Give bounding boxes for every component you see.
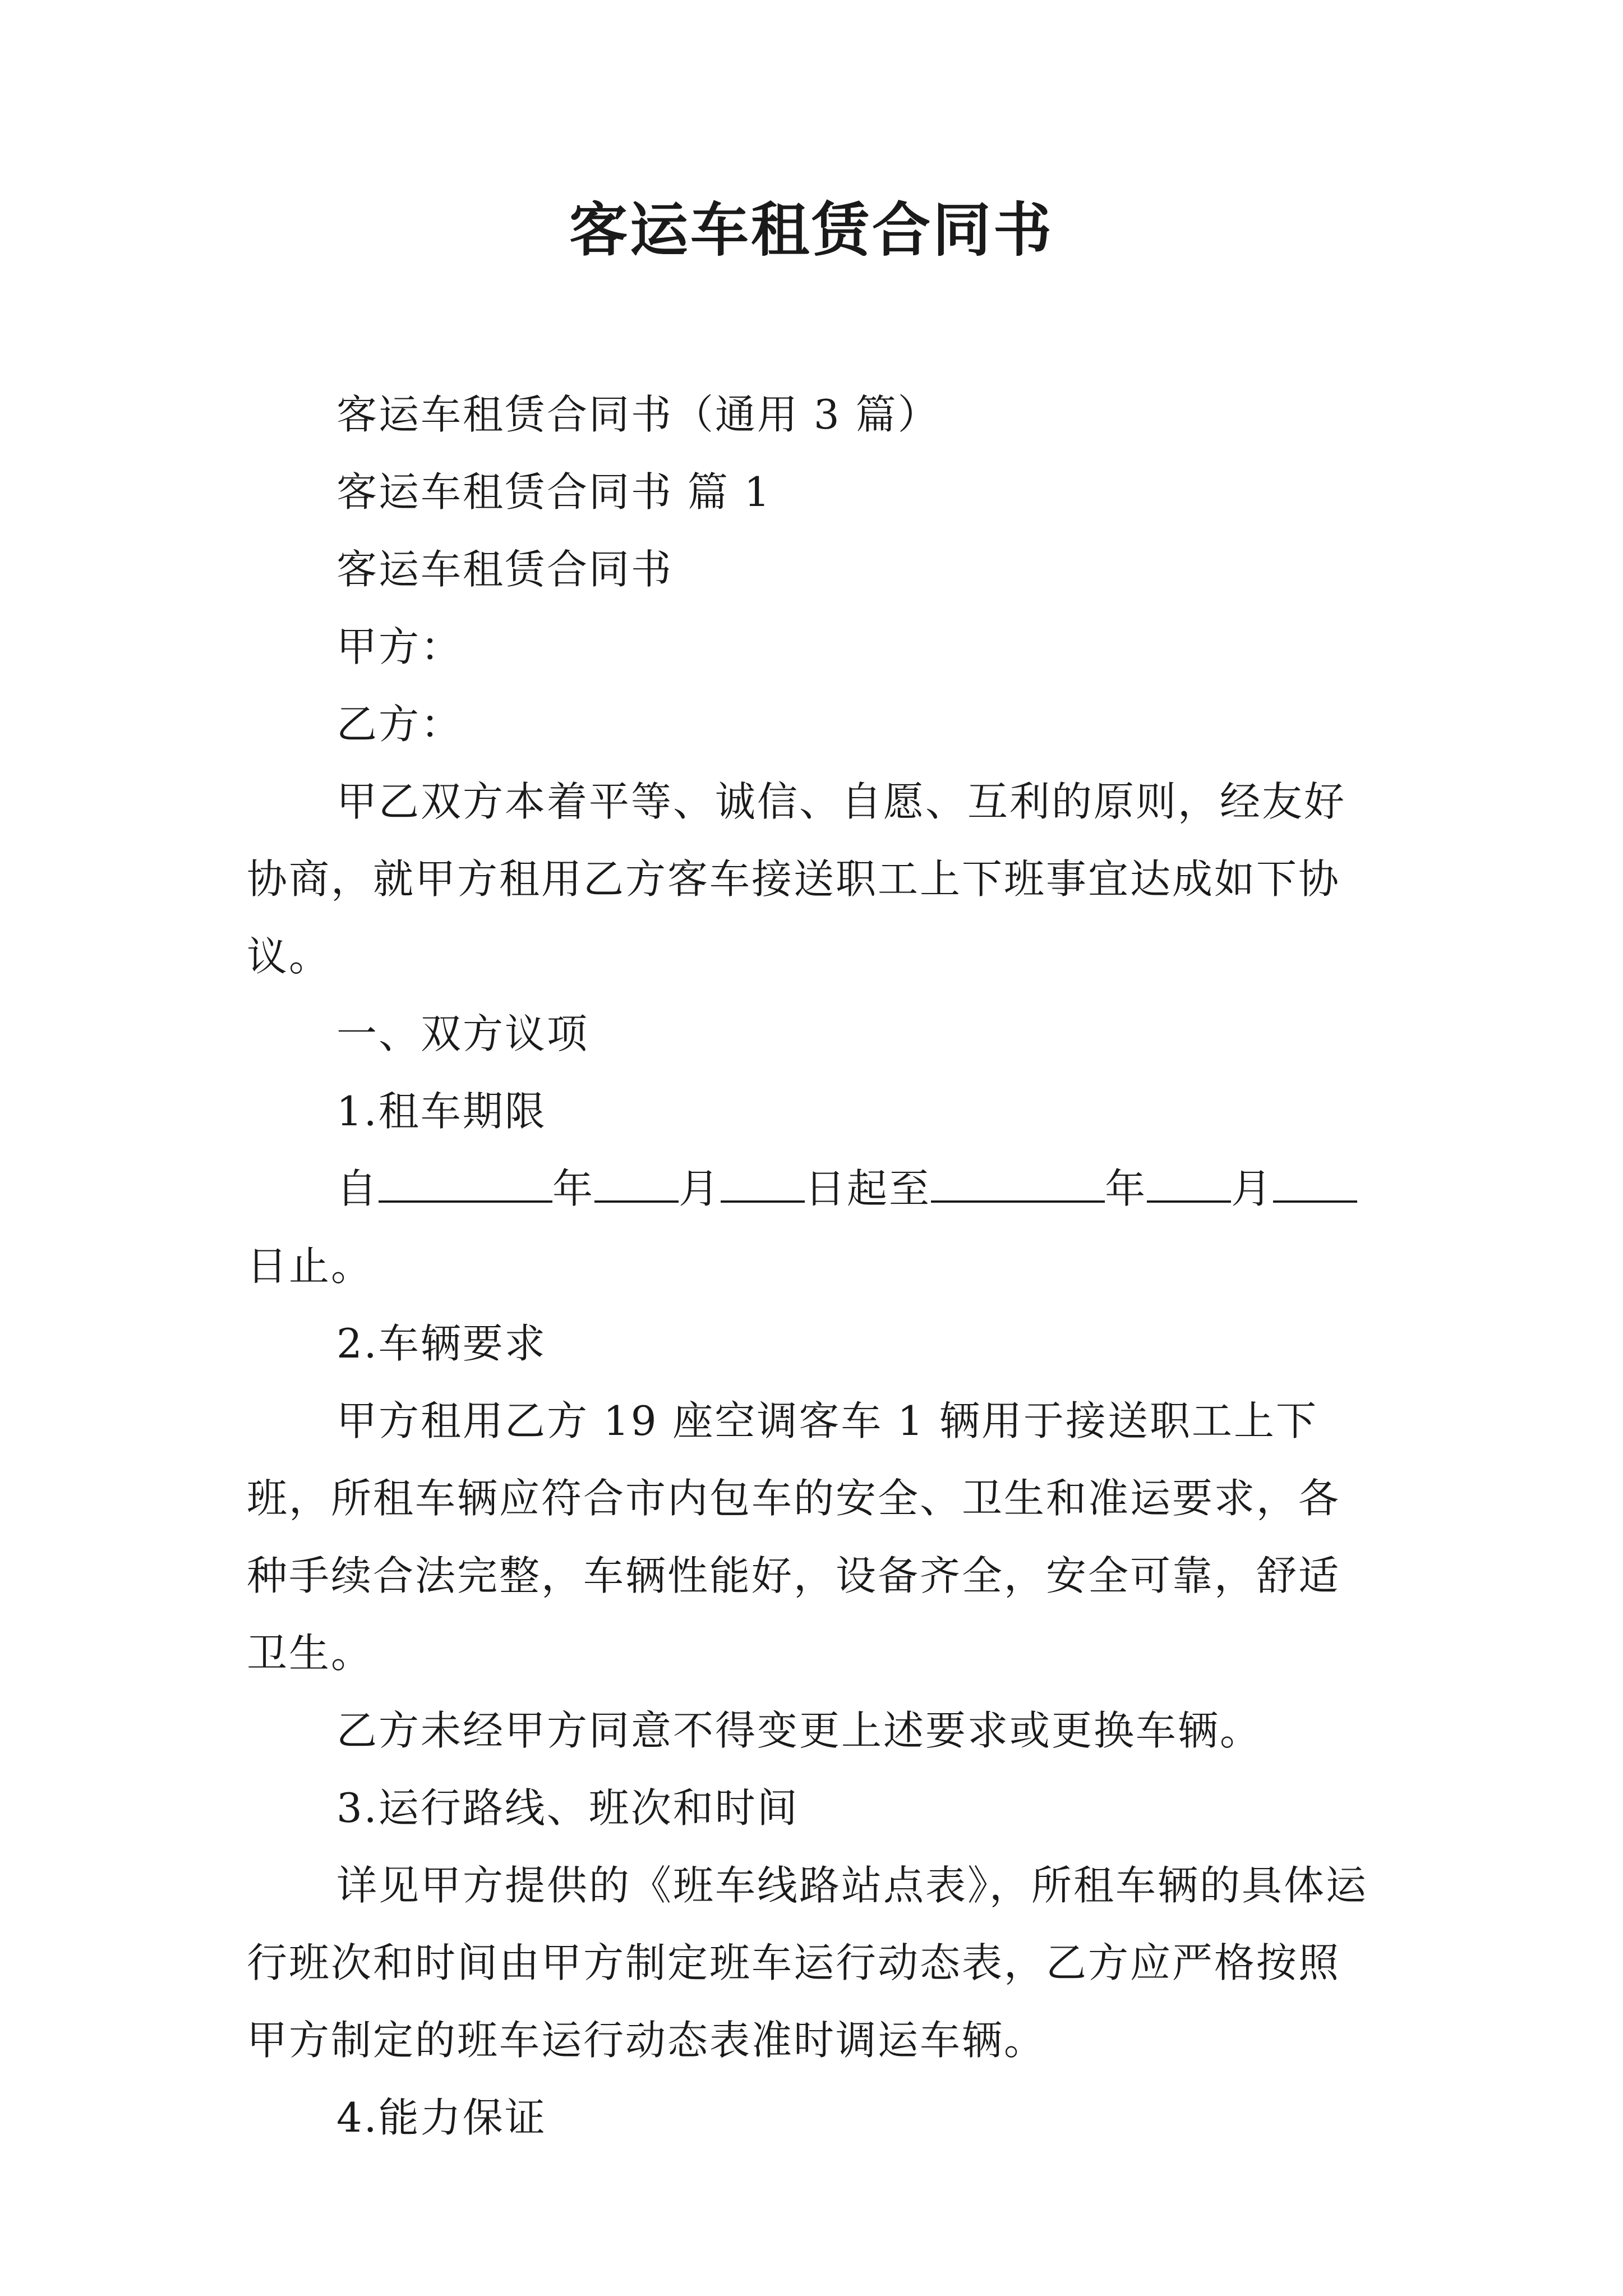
- blank-day-end: [1273, 1167, 1357, 1203]
- blank-year-start: [379, 1167, 552, 1203]
- paragraph-preamble: 甲乙双方本着平等、诚信、自愿、互利的原则，经友好协商，就甲方租用乙方客车接送职工上下班事宜达成如下协议。: [247, 778, 1347, 980]
- paragraph-contract-name: 客运车租赁合同书: [336, 546, 674, 593]
- blank-year-end: [931, 1167, 1105, 1203]
- paragraph-route-details: 详见甲方提供的《班车线路站点表》，所租车辆的具体运行班次和时间由甲方制定班车运行动态表，乙方应严格按照甲方制定的班车运行动态表准时调运车辆。: [247, 1862, 1368, 2064]
- term-end: 日止。: [247, 1243, 374, 1290]
- paragraph-heading-capacity: 4.能力保证: [336, 2094, 547, 2141]
- paragraph-vehicle-requirements: 甲方租用乙方 19 座空调客车 1 辆用于接送职工上下班，所租车辆应符合市内包车的安全、卫生和准运要求，各种手续合法完整，车辆性能好，设备齐全，安全可靠，舒适卫生。: [247, 1397, 1341, 1677]
- paragraph-term-line: [247, 1150, 1380, 1305]
- blank-day-start: [721, 1167, 805, 1203]
- term-year-2: 年: [1105, 1165, 1147, 1212]
- term-month-1: 月: [679, 1165, 721, 1212]
- term-from: 自: [336, 1165, 379, 1212]
- term-day-1: 日起至: [805, 1165, 932, 1212]
- document-body: [247, 376, 1380, 2156]
- paragraph-heading-period: 1.租车期限: [336, 1088, 547, 1135]
- paragraph-party-b: 乙方：: [336, 701, 463, 748]
- blank-month-end: [1147, 1167, 1231, 1203]
- term-month-2: 月: [1231, 1165, 1274, 1212]
- paragraph-section-heading: 客运车租赁合同书 篇 1: [336, 468, 772, 516]
- blank-month-start: [594, 1167, 679, 1203]
- paragraph-heading-terms: 一、双方议项: [336, 1010, 589, 1057]
- document-title: 客运车租赁合同书: [569, 195, 1054, 264]
- term-year-1: 年: [552, 1165, 595, 1212]
- paragraph-heading-vehicle: 2.车辆要求: [336, 1320, 547, 1367]
- paragraph-no-change: 乙方未经甲方同意不得变更上述要求或更换车辆。: [336, 1707, 1262, 1754]
- paragraph-heading-route: 3.运行路线、班次和时间: [336, 1784, 799, 1832]
- paragraph-subtitle: 客运车租赁合同书（通用 3 篇）: [336, 391, 940, 438]
- paragraph-party-a: 甲方：: [336, 623, 463, 670]
